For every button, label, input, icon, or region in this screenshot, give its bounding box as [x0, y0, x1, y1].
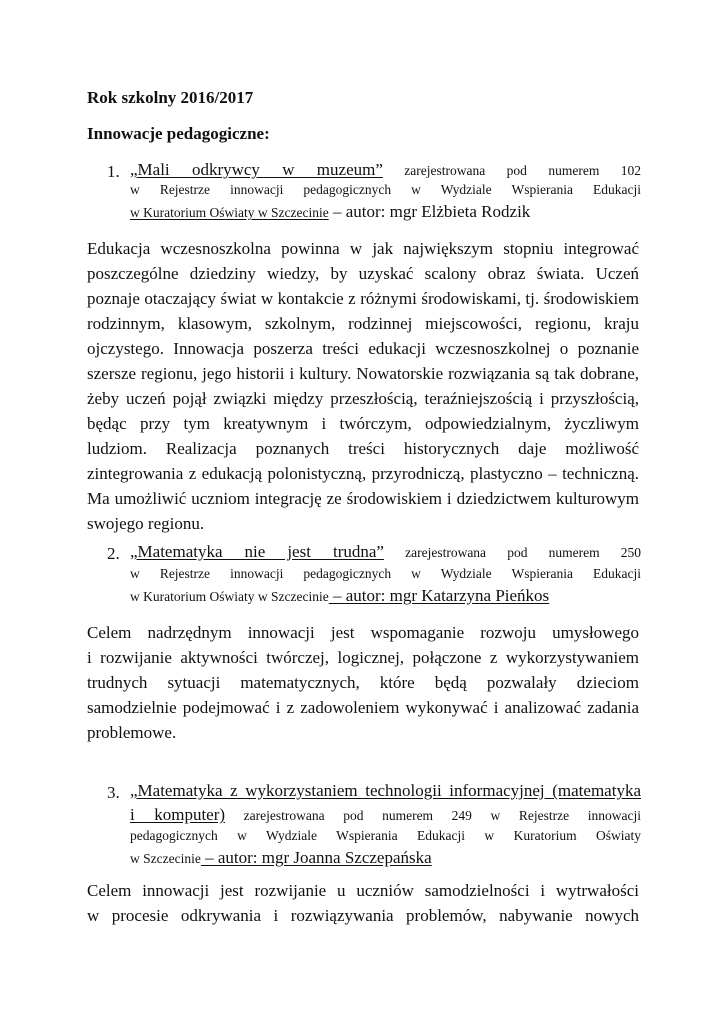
item-registration: zarejestrowana pod numerem 102 — [382, 163, 641, 178]
item-header-line — [130, 805, 641, 825]
description-line: i rozwijanie aktywności twórczej, logicznej, połączone z wykorzystywaniem — [87, 648, 639, 667]
item-number: 1. — [107, 162, 120, 181]
item-curatorium-line — [130, 848, 432, 868]
item-curatorium: w Kuratorium Oświaty w Szczecinie — [130, 589, 329, 604]
item-header-line — [130, 542, 641, 562]
item-author: – autor: mgr Katarzyna Pieńkos — [328, 586, 550, 605]
item-description — [87, 620, 639, 745]
item-number: 2. — [107, 544, 120, 563]
item-number: 3. — [107, 783, 120, 802]
item-title-line-2: i komputer) — [130, 805, 226, 824]
description-line: ludziom. Realizacja poznanych treści historycznych daje możliwość — [87, 439, 639, 458]
description-line: żeby uczeń pojął związki między przeszłością, teraźniejszością i przyszłością, — [87, 389, 639, 408]
description-line: swojego regionu. — [87, 514, 205, 533]
item-curatorium-line — [130, 202, 530, 222]
item-registration: zarejestrowana pod numerem 250 — [383, 545, 641, 560]
item-curatorium: w Kuratorium Oświaty w Szczecinie — [130, 205, 329, 220]
description-line: w procesie odkrywania i rozwiązywania problemów, nabywanie nowych — [87, 906, 639, 925]
description-line: Celem innowacji jest rozwijanie u uczniów samodzielności i wytrwałości — [87, 881, 639, 900]
item-title: „Mali odkrywcy w muzeum” — [130, 160, 383, 179]
description-line: poszczególne dziedziny wiedzy, by uzyskać scalony obraz świata. Uczeń — [87, 264, 639, 283]
item-register-line: w Rejestrze innowacji pedagogicznych w Wydziale Wspierania Edukacji — [130, 566, 641, 581]
item-registration: zarejestrowana pod numerem 249 w Rejestrze innowacji — [225, 808, 641, 823]
description-line: samodzielnie podejmować i z zadowoleniem wykonywać i analizować zadania — [87, 698, 639, 717]
item-register-line: w Rejestrze innowacji pedagogicznych w Wydziale Wspierania Edukacji — [130, 182, 641, 197]
description-line: poznaje otaczający świat w kontakcie z różnymi środowiskami, tj. środowiskiem — [87, 289, 639, 308]
description-line: będąc przy tym kreatywnym i twórczym, odpowiedzialnym, życzliwym — [87, 414, 639, 433]
description-line: Ma umożliwić uczniom integrację ze środowiskiem i dziedzictwem kulturowym — [87, 489, 639, 508]
description-line: Celem nadrzędnym innowacji jest wspomaganie rozwoju umysłowego — [87, 623, 639, 642]
description-line: szersze regionu, jego historii i kultury. Nowatorskie rozwiązania są tak dobrane, — [87, 364, 639, 383]
description-line: zintegrowania z edukacją polonistyczną, przyrodniczą, plastyczno – techniczną. — [87, 464, 639, 483]
item-description — [87, 878, 639, 928]
description-line: trudnych sytuacji matematycznych, które będą pozwalały dzieciom — [87, 673, 639, 692]
item-title-line-1: „Matematyka z wykorzystaniem technologii informacyjnej (matematyka — [130, 781, 641, 800]
description-line: Edukacja wczesnoszkolna powinna w jak największym stopniu integrować — [87, 239, 639, 258]
item-author: – autor: mgr Joanna Szczepańska — [200, 848, 432, 867]
item-header-line — [130, 160, 641, 180]
description-line: ojczystego. Innowacja poszerza treści edukacji wczesnoszkolnej o poznanie — [87, 339, 639, 358]
description-line: problemowe. — [87, 723, 177, 742]
item-curatorium: w Szczecinie — [130, 851, 201, 866]
item-curatorium-line — [130, 586, 549, 606]
description-line: rodzinnym, klasowym, szkolnym, rodzinnej miejscowości, regionu, kraju — [87, 314, 639, 333]
item-register-line: pedagogicznych w Wydziale Wspierania Edukacji w Kuratorium Oświaty — [130, 828, 641, 843]
item-author: – autor: mgr Elżbieta Rodzik — [328, 202, 531, 221]
school-year-heading: Rok szkolny 2016/2017 — [87, 88, 254, 107]
item-title: „Matematyka nie jest trudna” — [130, 542, 384, 561]
item-description — [87, 236, 639, 536]
innovations-heading: Innowacje pedagogiczne: — [87, 124, 270, 143]
